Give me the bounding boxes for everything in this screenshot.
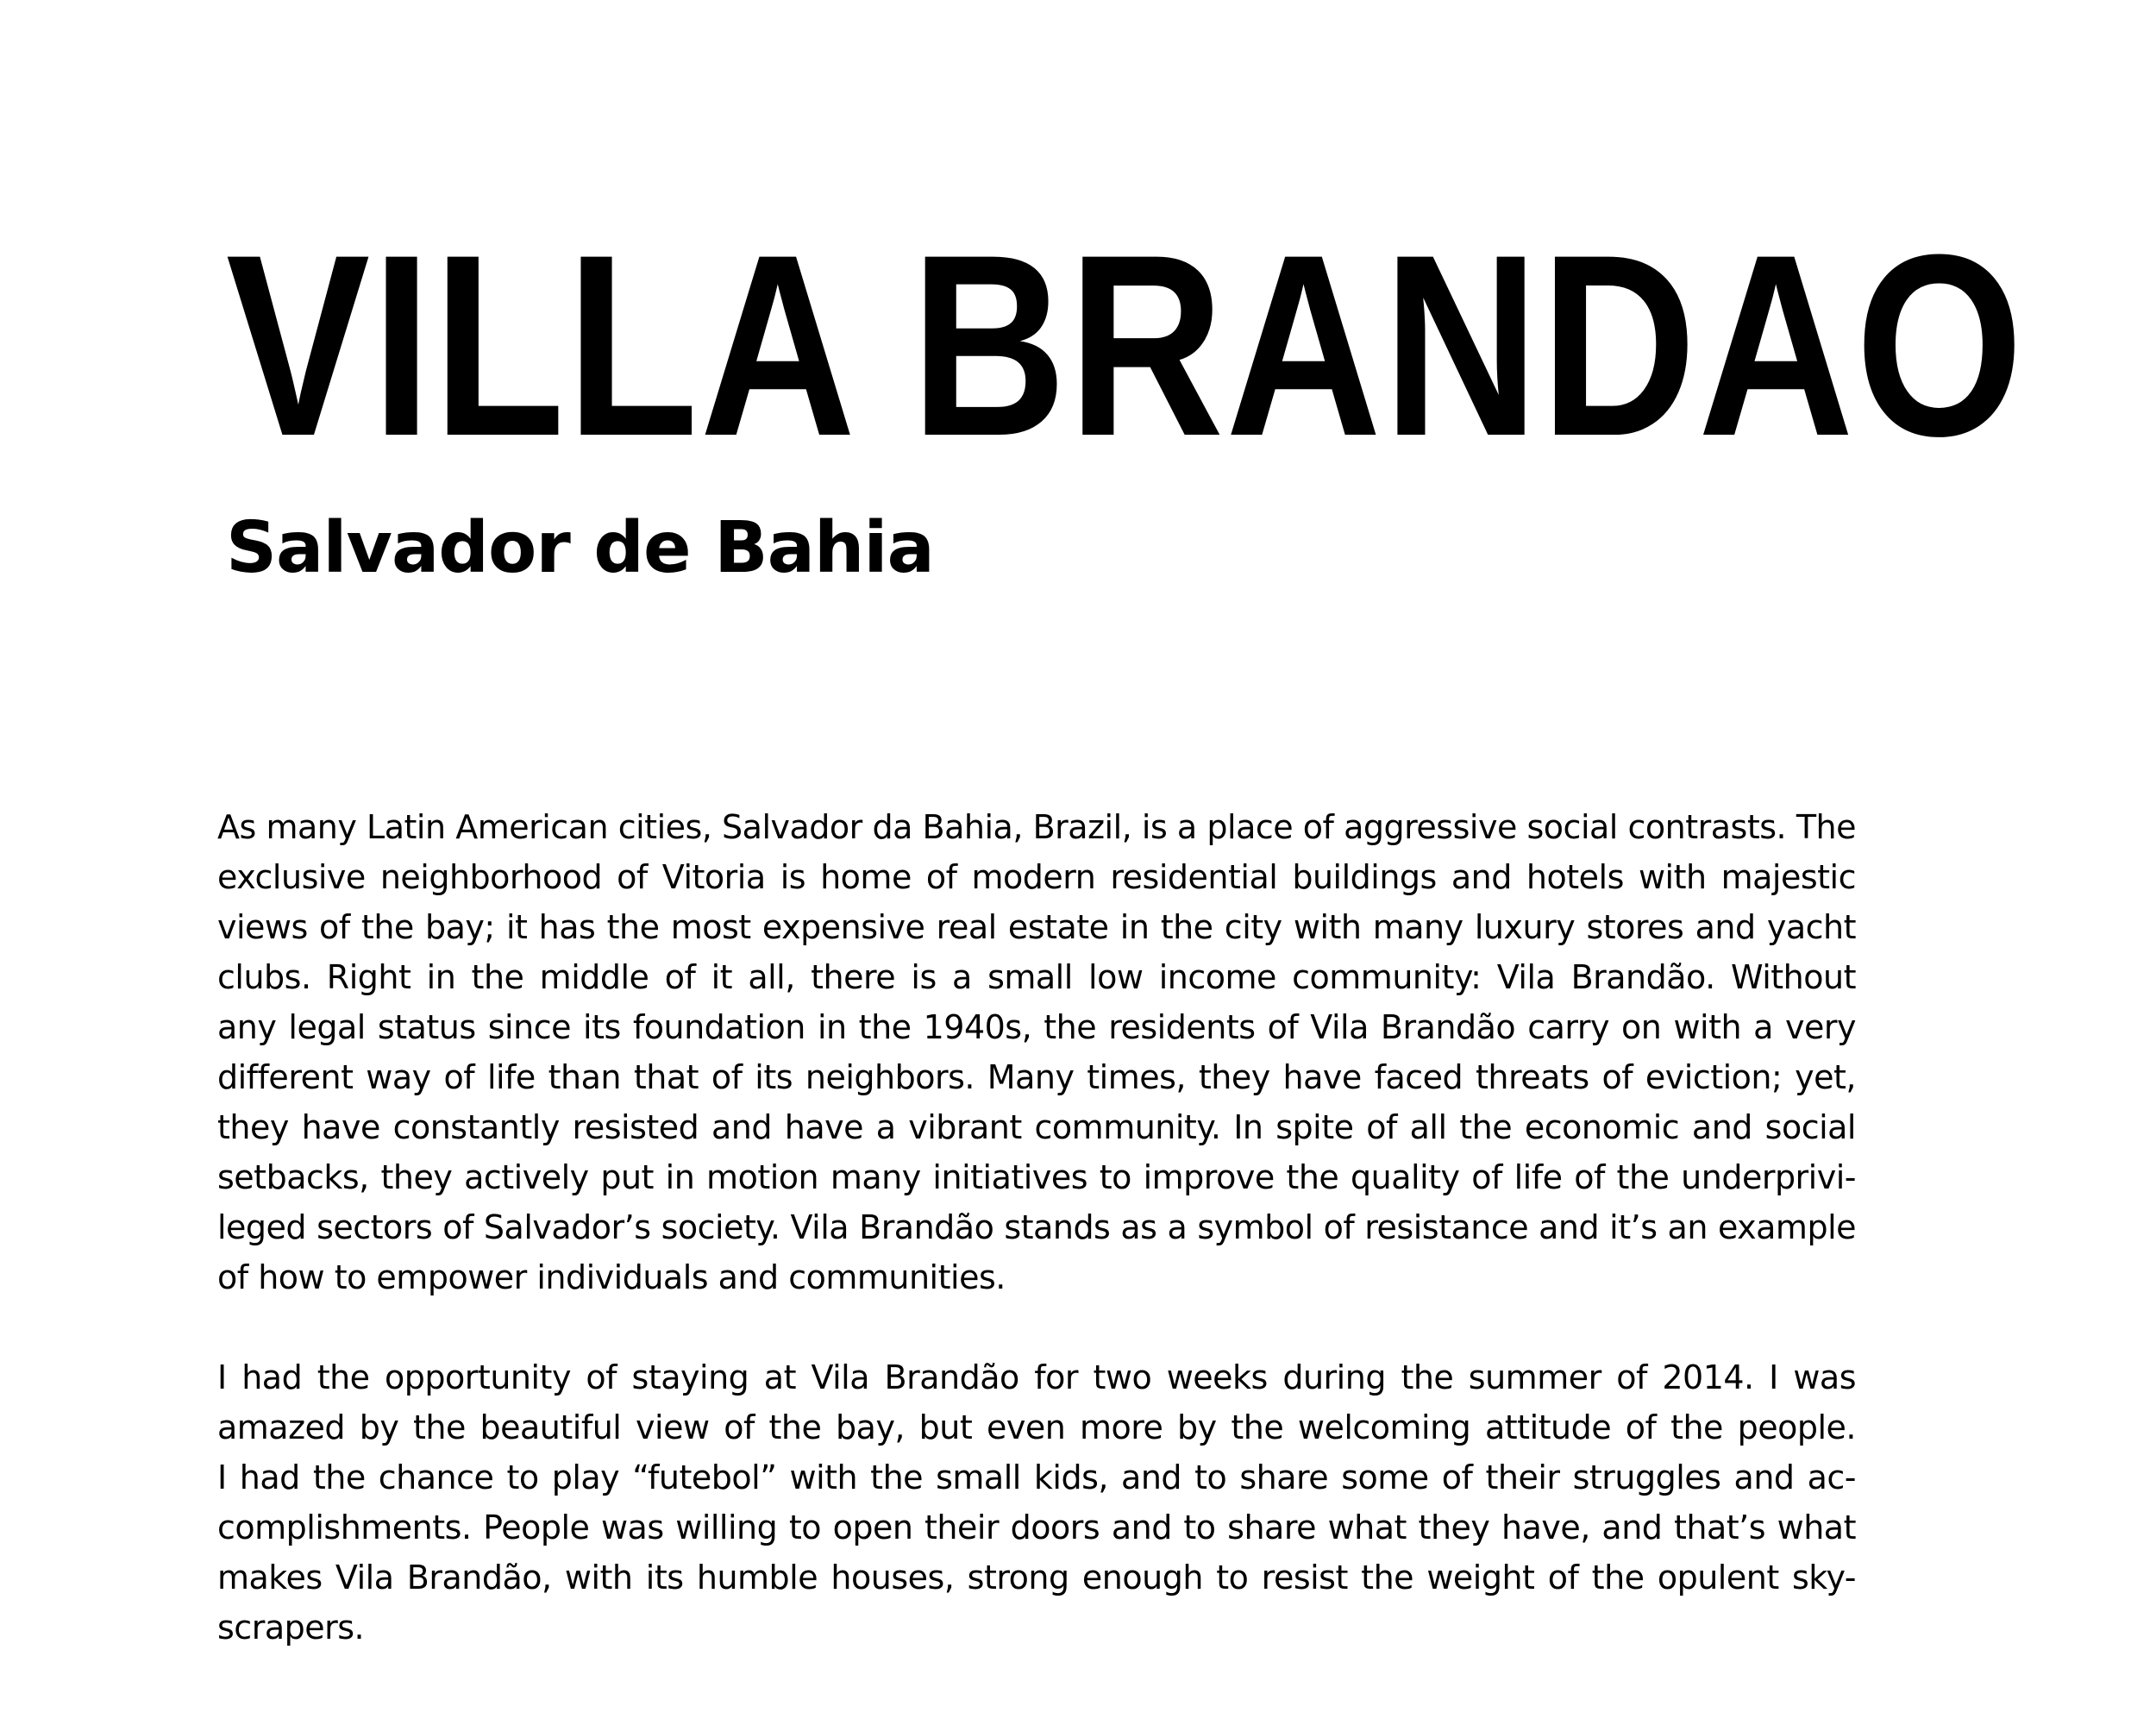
paragraph-line: complishments. People was willing to open their doors and to share what they have, and that’s what: [217, 1509, 1856, 1546]
paragraph-1: [217, 802, 1856, 1302]
paragraph-line: As many Latin American cities, Salvador da Bahia, Brazil, is a place of aggressive social contrasts. The: [217, 808, 1856, 846]
body-text: [217, 802, 1856, 1653]
paragraph-line: scrapers.: [217, 1609, 365, 1647]
paragraph-line: of how to empower individuals and communities.: [217, 1258, 1006, 1296]
paragraph-line: I had the opportunity of staying at Vila Brandão for two weeks during the summer of 2014. I was: [217, 1358, 1856, 1396]
paragraph-line: any legal status since its foundation in the 1940s, the residents of Vila Brandão carry on with a very: [217, 1008, 1856, 1046]
paragraph-line: amazed by the beautiful view of the bay, but even more by the welcoming attitude of the people.: [217, 1408, 1856, 1446]
paragraph-line: I had the chance to play “futebol” with the small kids, and to share some of their struggles and ac-: [217, 1458, 1856, 1496]
paragraph-line: leged sectors of Salvador’s society. Vila Brandão stands as a symbol of resistance and it’s an example: [217, 1208, 1856, 1246]
paragraph-line: exclusive neighborhood of Vitoria is home of modern residential buildings and hotels with majestic: [217, 858, 1856, 896]
page-title: VILLA BRANDAO: [226, 200, 2025, 490]
paragraph-line: they have constantly resisted and have a vibrant community. In spite of all the economic and social: [217, 1108, 1856, 1146]
paragraph-line: clubs. Right in the middle of it all, there is a small low income community: Vila Brandão. Without: [217, 958, 1856, 996]
paragraph-line: different way of life than that of its neighbors. Many times, they have faced threats of eviction; yet,: [217, 1058, 1856, 1096]
page-subtitle: Salvador de Bahia: [226, 507, 934, 589]
paragraph-line: setbacks, they actively put in motion many initiatives to improve the quality of life of the underprivi-: [217, 1158, 1856, 1196]
paragraph-line: makes Vila Brandão, with its humble houses, strong enough to resist the weight of the opulent sky-: [217, 1559, 1856, 1596]
paragraph-2: [217, 1352, 1856, 1653]
paragraph-line: views of the bay; it has the most expensive real estate in the city with many luxury stores and yacht: [217, 908, 1856, 946]
